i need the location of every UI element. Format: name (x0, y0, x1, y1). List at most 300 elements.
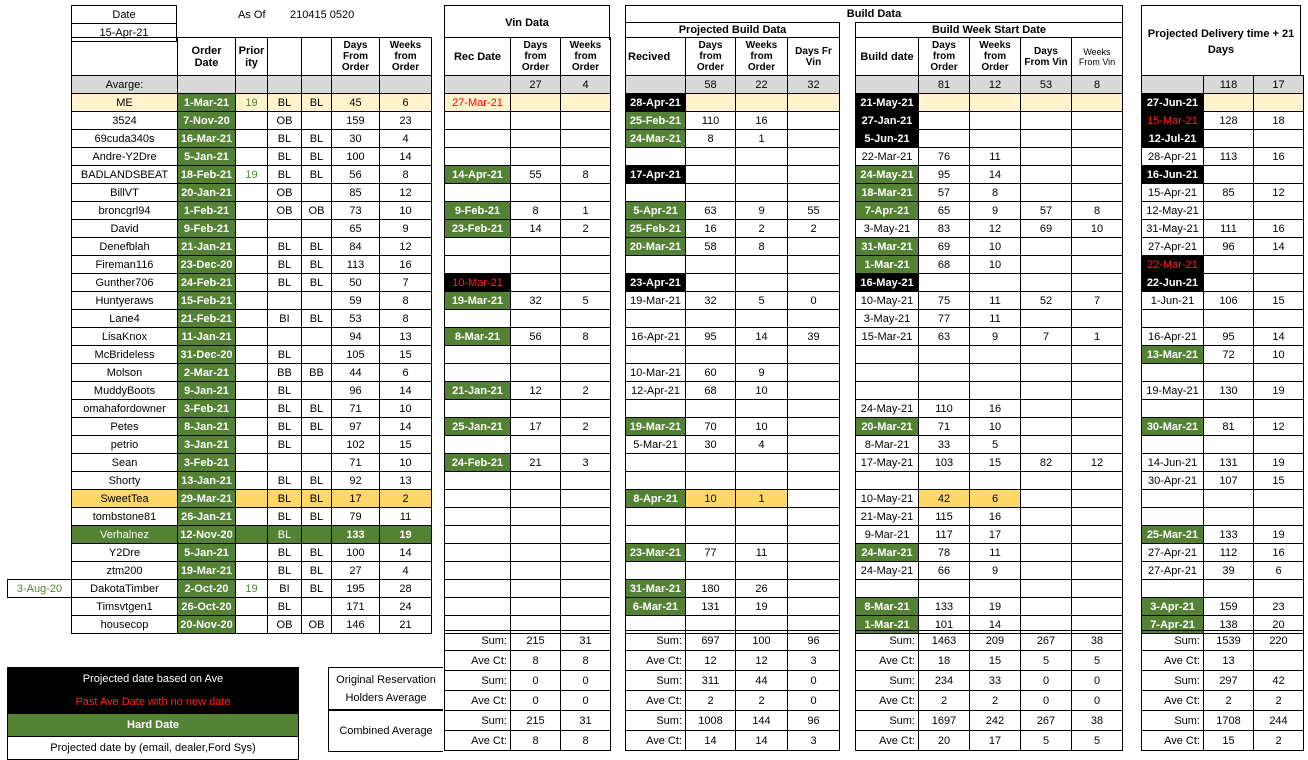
cell-dw (1254, 400, 1304, 418)
cell-weeks: 4 (380, 130, 432, 148)
ave-label: Ave Ct: (1142, 651, 1204, 671)
cell-bdv: 7 (1021, 328, 1072, 346)
cell-bww: 17 (970, 526, 1021, 544)
vin-weeks-avg: 4 (561, 76, 611, 94)
table-row (626, 490, 840, 508)
cell-vd (511, 364, 561, 382)
cell-pw: 19 (736, 598, 788, 616)
table-row (445, 148, 611, 166)
cell-dd (1204, 436, 1254, 454)
cell-side (8, 454, 72, 472)
cell-del (1142, 508, 1204, 526)
cell-pv: 39 (788, 328, 840, 346)
table-row (8, 184, 432, 202)
cell-vw (561, 472, 611, 490)
pb-weeks-avg: 22 (736, 76, 788, 94)
cell-bwv (1072, 490, 1123, 508)
cell-pv (788, 94, 840, 112)
cell-bwv (1072, 346, 1123, 364)
cell-dd (1204, 94, 1254, 112)
cell-vd (511, 238, 561, 256)
summary-row (626, 691, 840, 711)
cell-rec (445, 472, 511, 490)
cell-order: 2-Mar-21 (178, 364, 236, 382)
table-row (8, 310, 432, 328)
cell-c1: BL (268, 598, 302, 616)
table-row (856, 112, 1123, 130)
cell-pd (686, 508, 736, 526)
cell-bww (970, 580, 1021, 598)
cell-c1 (268, 220, 302, 238)
cell-c2: BL (302, 400, 332, 418)
cell-weeks: 10 (380, 454, 432, 472)
table-row (1142, 400, 1304, 418)
sum-label: Sum: (626, 671, 686, 691)
cell-pri (236, 328, 268, 346)
summary-value: 215 (511, 631, 561, 651)
table-row (856, 472, 1123, 490)
cell-pri (236, 202, 268, 220)
table-row (856, 382, 1123, 400)
summary-value: 42 (1254, 671, 1304, 691)
cell-order: 31-Dec-20 (178, 346, 236, 364)
summary-row (445, 651, 611, 671)
cell-vd (511, 274, 561, 292)
table-row (626, 202, 840, 220)
summary-value: 5 (1021, 651, 1072, 671)
cell-bdv (1021, 382, 1072, 400)
cell-c2: BL (302, 490, 332, 508)
cell-rec: 23-Feb-21 (445, 220, 511, 238)
cell-del: 16-Jun-21 (1142, 166, 1204, 184)
summary-value: 5 (1021, 731, 1072, 751)
cell-del: 30-Mar-21 (1142, 418, 1204, 436)
days-from-order-header: Days From Order (332, 38, 380, 76)
cell-pw: 10 (736, 418, 788, 436)
cell-name: Lane4 (72, 310, 178, 328)
cell-bwv (1072, 166, 1123, 184)
cell-bww: 15 (970, 454, 1021, 472)
cell-c1: BL (268, 490, 302, 508)
cell-dd: 81 (1204, 418, 1254, 436)
cell-bwv (1072, 238, 1123, 256)
cell-order: 21-Jan-21 (178, 238, 236, 256)
cell-order: 3-Feb-21 (178, 400, 236, 418)
cell-pw: 4 (736, 436, 788, 454)
cell-pw: 26 (736, 580, 788, 598)
cell-bwv (1072, 436, 1123, 454)
cell-bdv: 57 (1021, 202, 1072, 220)
cell-c1: OB (268, 184, 302, 202)
cell-c2: BL (302, 508, 332, 526)
cell-pv (788, 562, 840, 580)
table-row (1142, 598, 1304, 616)
cell-bdv: 69 (1021, 220, 1072, 238)
table-row (445, 166, 611, 184)
cell-rec (445, 598, 511, 616)
cell-bww: 11 (970, 310, 1021, 328)
cell-pw (736, 274, 788, 292)
cell-pri (236, 418, 268, 436)
cell-del: 3-Apr-21 (1142, 598, 1204, 616)
as-of-label: As Of (238, 9, 266, 21)
cell-days: 44 (332, 364, 380, 382)
cell-weeks: 2 (380, 490, 432, 508)
cell-bdv (1021, 310, 1072, 328)
cell-bd: 3-May-21 (856, 220, 919, 238)
cell-pv: 0 (788, 292, 840, 310)
priority-header: Prior ity (236, 38, 268, 76)
cell-days: 27 (332, 562, 380, 580)
cell-pri (236, 400, 268, 418)
table-row (1142, 166, 1304, 184)
cell-bd: 7-Apr-21 (856, 202, 919, 220)
pb-days-avg: 58 (686, 76, 736, 94)
cell-dd: 95 (1204, 328, 1254, 346)
cell-c2 (302, 112, 332, 130)
cell-name: Fireman116 (72, 256, 178, 274)
table-row (8, 544, 432, 562)
cell-c2: OB (302, 202, 332, 220)
summary-value: 20 (919, 731, 970, 751)
cell-vw (561, 112, 611, 130)
table-row (626, 112, 840, 130)
cell-days: 85 (332, 184, 380, 202)
table-row (445, 184, 611, 202)
cell-order: 29-Mar-21 (178, 490, 236, 508)
cell-pri (236, 148, 268, 166)
table-row (626, 544, 840, 562)
cell-weeks: 24 (380, 598, 432, 616)
cell-c2 (302, 382, 332, 400)
table-row (856, 184, 1123, 202)
cell-name: LisaKnox (72, 328, 178, 346)
cell-del: 1-Jun-21 (1142, 292, 1204, 310)
cell-name: Molson (72, 364, 178, 382)
cell-vw (561, 148, 611, 166)
cell-pd: 110 (686, 112, 736, 130)
cell-order: 20-Nov-20 (178, 616, 236, 634)
summary-value: 1008 (686, 711, 736, 731)
table-row (856, 544, 1123, 562)
sum-label: Sum: (1142, 631, 1204, 651)
cell-dw: 18 (1254, 112, 1304, 130)
table-row (1142, 130, 1304, 148)
table-row (445, 400, 611, 418)
cell-dw: 16 (1254, 544, 1304, 562)
cell-bdd: 103 (919, 454, 970, 472)
cell-pri (236, 112, 268, 130)
cell-recv (626, 400, 686, 418)
ave-label: Ave Ct: (856, 691, 919, 711)
cell-name: ztm200 (72, 562, 178, 580)
summary-value: 15 (970, 651, 1021, 671)
cell-days: 17 (332, 490, 380, 508)
cell-side (8, 130, 72, 148)
table-row (8, 454, 432, 472)
table-row (626, 472, 840, 490)
cell-bww (970, 346, 1021, 364)
cell-c1: OB (268, 202, 302, 220)
summary-value: 0 (511, 691, 561, 711)
table-row (626, 292, 840, 310)
cell-pw (736, 400, 788, 418)
cell-bd: 20-Mar-21 (856, 418, 919, 436)
bw-weeks-vin-avg: 8 (1072, 76, 1123, 94)
cell-order: 1-Feb-21 (178, 202, 236, 220)
cell-vw: 1 (561, 202, 611, 220)
cell-bdd: 75 (919, 292, 970, 310)
table-row (626, 580, 840, 598)
table-row (8, 130, 432, 148)
table-row (856, 580, 1123, 598)
cell-vw (561, 274, 611, 292)
cell-pv (788, 256, 840, 274)
cell-dw (1254, 508, 1304, 526)
cell-recv: 24-Mar-21 (626, 130, 686, 148)
summary-value: 14 (686, 731, 736, 751)
cell-side (8, 616, 72, 634)
cell-bd (856, 346, 919, 364)
cell-days: 94 (332, 328, 380, 346)
summary-row (1142, 651, 1304, 671)
cell-bdd (919, 580, 970, 598)
cell-del: 22-Mar-21 (1142, 256, 1204, 274)
cell-bdd (919, 364, 970, 382)
cell-rec: 10-Mar-21 (445, 274, 511, 292)
cell-vw (561, 310, 611, 328)
del-weeks-avg: 17 (1254, 76, 1304, 94)
cell-bdd: 71 (919, 418, 970, 436)
cell-bdv (1021, 544, 1072, 562)
cell-days: 171 (332, 598, 380, 616)
cell-dd: 133 (1204, 526, 1254, 544)
summary-row (626, 671, 840, 691)
ave-label: Ave Ct: (626, 651, 686, 671)
table-row (1142, 580, 1304, 598)
cell-bdd (919, 346, 970, 364)
vin-summary (444, 630, 611, 751)
weeks-from-order-header: Weeks from Order (380, 38, 432, 76)
table-row (1142, 526, 1304, 544)
cell-bdv (1021, 418, 1072, 436)
cell-dw (1254, 580, 1304, 598)
cell-pw (736, 346, 788, 364)
color1-header (268, 38, 302, 76)
cell-vw (561, 184, 611, 202)
table-row (856, 94, 1123, 112)
table-row (1142, 328, 1304, 346)
cell-pd: 68 (686, 382, 736, 400)
cell-dd (1204, 508, 1254, 526)
cell-dw: 19 (1254, 526, 1304, 544)
table-row (1142, 238, 1304, 256)
cell-c1: OB (268, 616, 302, 634)
cell-pd (686, 562, 736, 580)
cell-vd (511, 544, 561, 562)
summary-value: 3 (788, 731, 840, 751)
sum-label: Sum: (445, 631, 511, 651)
cell-bdv (1021, 436, 1072, 454)
cell-pv (788, 544, 840, 562)
cell-bd: 10-May-21 (856, 292, 919, 310)
cell-dd: 113 (1204, 148, 1254, 166)
cell-days: 73 (332, 202, 380, 220)
cell-side (8, 310, 72, 328)
table-row (8, 598, 432, 616)
cell-dd (1204, 400, 1254, 418)
cell-pw: 5 (736, 292, 788, 310)
cell-bww (970, 274, 1021, 292)
cell-days: 45 (332, 94, 380, 112)
cell-bwv (1072, 310, 1123, 328)
table-row (8, 256, 432, 274)
cell-del: 27-Apr-21 (1142, 544, 1204, 562)
cell-c1: BL (268, 274, 302, 292)
cell-order: 8-Jan-21 (178, 418, 236, 436)
cell-pri (236, 130, 268, 148)
table-row (626, 274, 840, 292)
cell-del: 12-Jul-21 (1142, 130, 1204, 148)
cell-c2: BL (302, 166, 332, 184)
cell-pw: 14 (736, 328, 788, 346)
cell-pri: 19 (236, 94, 268, 112)
cell-pri (236, 616, 268, 634)
table-row (445, 94, 611, 112)
summary-value: 220 (1254, 631, 1304, 651)
table-row (1142, 364, 1304, 382)
cell-bdd (919, 274, 970, 292)
bw-days-vin-avg: 53 (1021, 76, 1072, 94)
cell-dd: 128 (1204, 112, 1254, 130)
cell-bwv (1072, 382, 1123, 400)
cell-bwv (1072, 274, 1123, 292)
cell-days: 56 (332, 166, 380, 184)
summary-value: 311 (686, 671, 736, 691)
cell-dd: 159 (1204, 598, 1254, 616)
cell-bdd: 57 (919, 184, 970, 202)
ave-label: Ave Ct: (445, 651, 511, 671)
cell-bwv (1072, 364, 1123, 382)
cell-pw (736, 148, 788, 166)
cell-dw: 23 (1254, 598, 1304, 616)
summary-row (856, 691, 1123, 711)
cell-weeks: 28 (380, 580, 432, 598)
cell-order: 20-Jan-21 (178, 184, 236, 202)
cell-del: 14-Jun-21 (1142, 454, 1204, 472)
cell-side (8, 598, 72, 616)
cell-c2 (302, 328, 332, 346)
cell-del: 25-Mar-21 (1142, 526, 1204, 544)
cell-weeks: 9 (380, 220, 432, 238)
cell-bd: 24-May-21 (856, 400, 919, 418)
table-row (856, 454, 1123, 472)
cell-rec: 9-Feb-21 (445, 202, 511, 220)
table-row (626, 130, 840, 148)
cell-dw (1254, 274, 1304, 292)
cell-weeks: 23 (380, 112, 432, 130)
cell-bdd (919, 472, 970, 490)
cell-vw (561, 346, 611, 364)
cell-side (8, 544, 72, 562)
summary-value: 2 (736, 691, 788, 711)
table-row (1142, 202, 1304, 220)
cell-order: 3-Jan-21 (178, 436, 236, 454)
cell-recv: 23-Apr-21 (626, 274, 686, 292)
summary-value: 215 (511, 711, 561, 731)
cell-bwv (1072, 94, 1123, 112)
cell-weeks: 15 (380, 346, 432, 364)
cell-bwv: 12 (1072, 454, 1123, 472)
cell-name: BillVT (72, 184, 178, 202)
cell-bd: 5-Jun-21 (856, 130, 919, 148)
cell-weeks: 13 (380, 328, 432, 346)
cell-dw (1254, 94, 1304, 112)
cell-dd (1204, 274, 1254, 292)
cell-order: 2-Oct-20 (178, 580, 236, 598)
table-row (1142, 94, 1304, 112)
summary-value: 0 (561, 691, 611, 711)
cell-dd: 72 (1204, 346, 1254, 364)
cell-recv: 10-Mar-21 (626, 364, 686, 382)
cell-pri (236, 436, 268, 454)
cell-c2: BL (302, 472, 332, 490)
cell-weeks: 6 (380, 94, 432, 112)
cell-bd (856, 472, 919, 490)
cell-dd (1204, 364, 1254, 382)
cell-bdd: 33 (919, 436, 970, 454)
cell-bd: 16-May-21 (856, 274, 919, 292)
cell-pri (236, 346, 268, 364)
cell-del: 16-Apr-21 (1142, 328, 1204, 346)
cell-days: 100 (332, 148, 380, 166)
cell-side (8, 508, 72, 526)
cell-side (8, 292, 72, 310)
table-row (1142, 490, 1304, 508)
cell-bd (856, 364, 919, 382)
cell-bwv (1072, 184, 1123, 202)
cell-pri (236, 184, 268, 202)
cell-rec (445, 544, 511, 562)
cell-order: 1-Mar-21 (178, 94, 236, 112)
cell-side (8, 148, 72, 166)
sum-label: Sum: (445, 711, 511, 731)
cell-side (8, 274, 72, 292)
cell-pri (236, 562, 268, 580)
cell-rec (445, 310, 511, 328)
cell-rec: 27-Mar-21 (445, 94, 511, 112)
table-row (626, 220, 840, 238)
cell-bd: 22-Mar-21 (856, 148, 919, 166)
cell-recv: 25-Feb-21 (626, 112, 686, 130)
summary-value: 0 (1072, 691, 1123, 711)
table-row (1142, 112, 1304, 130)
date-value: 15-Apr-21 (72, 24, 177, 42)
cell-dw (1254, 202, 1304, 220)
cell-dd: 111 (1204, 220, 1254, 238)
cell-rec (445, 346, 511, 364)
table-row (445, 544, 611, 562)
cell-side (8, 364, 72, 382)
table-row (856, 220, 1123, 238)
cell-order: 9-Feb-21 (178, 220, 236, 238)
cell-pw (736, 454, 788, 472)
cell-bwv (1072, 598, 1123, 616)
table-row (445, 238, 611, 256)
cell-pv (788, 418, 840, 436)
cell-weeks: 16 (380, 256, 432, 274)
cell-order: 3-Feb-21 (178, 454, 236, 472)
